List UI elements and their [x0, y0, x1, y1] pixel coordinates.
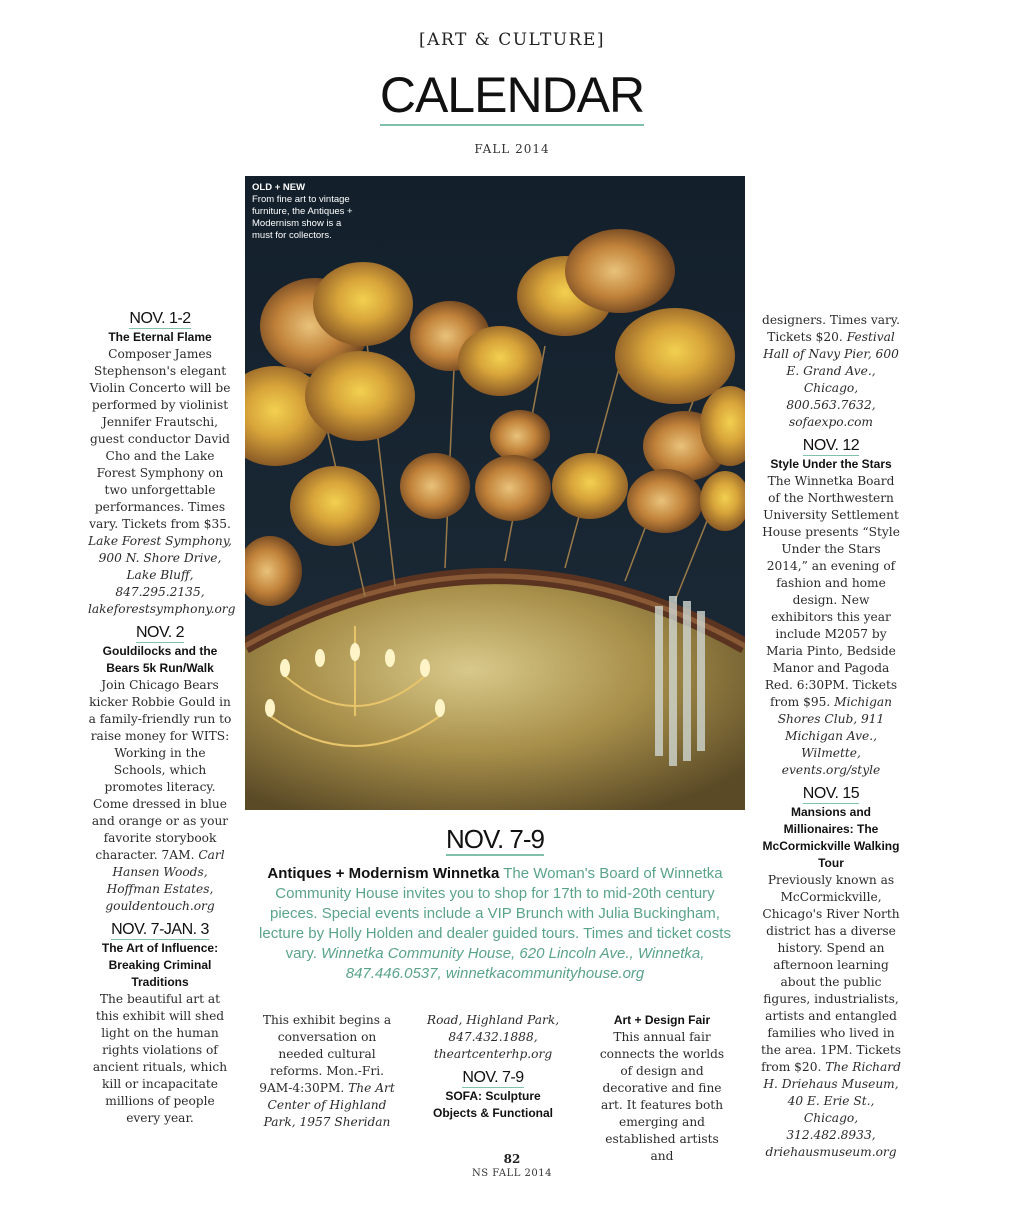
event-venue: The Richard H. Driehaus Museum, 40 E. Erie St., Chicago, 312.482.8933, driehausmuseum.org: [763, 1060, 901, 1159]
event-venue: Festival Hall of Navy Pier, 600 E. Grand Ave., Chicago, 800.563.7632, sofaexpo.com: [763, 330, 899, 429]
bottom-column-3: [424, 1012, 562, 1122]
bottom-column-4: [593, 1012, 731, 1165]
bottom-column-2: [258, 1012, 396, 1131]
feature-body: The Woman's Board of Winnetka Community House invites you to shop for 17th to mid-20th century pieces. Special events include a VIP Brunch with Julia Buckingham, lecture by Holly Holden and dealer guided tours. Times and ticket costs vary.: [259, 865, 731, 962]
left-column: [88, 304, 236, 1127]
feature-event-name: Antiques + Modernism Winnetka: [267, 865, 500, 882]
event-title: SOFA: Sculpture Objects & Functional: [432, 1089, 553, 1120]
event-venue: Carl Hansen Woods, Hoffman Estates, gouldentouch.org: [105, 848, 225, 913]
event-description: Composer James Stephenson's elegant Violin Concerto will be performed by violinist Jennifer Frautschi, guest conductor David Cho and the Lake Forest Symphony on two unforgettable performances. Times vary. Tickets from $35. Lake Forest Symphony, 900 N. Shore Drive, Lake Bluff, 847.295.2135, lakeforestsymphony.org: [88, 347, 236, 616]
event-venue: Road, Highland Park, 847.432.1888, theartcenterhp.org: [426, 1013, 560, 1061]
feature-venue: Winnetka Community House, 620 Lincoln Ave., Winnetka, 847.446.0537, winnetkacommunityhouse.org: [321, 945, 705, 982]
season-label: FALL 2014: [474, 142, 550, 156]
event-title: Mansions and Millionaires: The McCormickville Walking Tour: [762, 805, 900, 870]
feature-photo: [245, 176, 745, 810]
feature-date: NOV. 7-9: [446, 824, 544, 854]
caption-text: From fine art to vintage furniture, the Antiques + Modernism show is a must for collectors.: [252, 194, 353, 241]
event-description: Previously known as McCormickville, Chicago's River North district has a diverse history. Spend an afternoon learning about the public figures, industrialists, artists and entangled families who lived in the area. 1PM. Tickets from $20. The Richard H. Driehaus Museum, 40 E. Erie St., Chicago, 312.482.8933, driehausmuseum.org: [761, 873, 901, 1159]
event-date: NOV. 1-2: [129, 310, 191, 327]
event-date: NOV. 15: [802, 785, 860, 802]
section-kicker: [ART & CULTURE]: [419, 30, 605, 50]
feature-description: [258, 864, 732, 984]
event-venue: Michigan Shores Club, 911 Michigan Ave., Wilmette, events.org/style: [777, 695, 892, 777]
event-date: NOV. 2: [136, 624, 184, 641]
event-title: Art + Design Fair: [613, 1013, 711, 1027]
event-date: NOV. 7-JAN. 3: [111, 921, 209, 938]
event-date: NOV. 7-9: [462, 1069, 524, 1086]
event-title: Gouldilocks and the Bears 5k Run/Walk: [102, 644, 218, 675]
feature-date-wrapper: [245, 824, 745, 856]
event-title: Style Under the Stars: [770, 457, 892, 471]
event-description: The beautiful art at this exhibit will shed light on the human rights violations of ancient rituals, which kill or incapacitate millions of people every year.: [92, 992, 228, 1125]
page-number: 82: [503, 1152, 521, 1166]
event-title: The Eternal Flame: [108, 330, 212, 344]
photo-caption: [252, 182, 362, 242]
page-title-wrapper: [0, 66, 1024, 126]
event-description: This exhibit begins a conversation on needed cultural reforms. Mon.-Fri. 9AM-4:30PM. The Art Center of Highland Park, 1957 Sheridan: [259, 1013, 395, 1129]
event-description: Join Chicago Bears kicker Robbie Gould in a family-friendly run to raise money for WITS: Working in the Schools, which promotes literacy. Come dressed in blue and orange or as your favorite storybook character. 7AM. Carl Hansen Woods, Hoffman Estates, gouldentouch.org: [88, 678, 232, 913]
right-column: [760, 312, 902, 1161]
page-title: CALENDAR: [380, 66, 644, 126]
event-venue: Lake Forest Symphony, 900 N. Shore Drive, Lake Bluff, 847.295.2135, lakeforestsymphony.org: [88, 534, 236, 616]
caption-tag: OLD + NEW: [252, 182, 306, 193]
event-date: NOV. 12: [802, 437, 860, 454]
event-description: designers. Times vary. Tickets $20. Festival Hall of Navy Pier, 600 E. Grand Ave., Chicago, 800.563.7632, sofaexpo.com: [762, 313, 900, 429]
event-title: The Art of Influence: Breaking Criminal Traditions: [101, 941, 219, 989]
chandelier-mirror-image: [245, 176, 745, 810]
event-description: The Winnetka Board of the Northwestern University Settlement House presents “Style Under the Stars 2014,” an evening of fashion and home design. New exhibitors this year include M2057 by Maria Pinto, Bedside Manor and Pagoda Red. 6:30PM. Tickets from $95. Michigan Shores Club, 911 Michigan Ave., Wilmette, events.org/style: [762, 474, 900, 777]
issue-label: NS FALL 2014: [472, 1168, 552, 1179]
event-venue: The Art Center of Highland Park, 1957 Sheridan: [263, 1081, 395, 1129]
event-description: This annual fair connects the worlds of design and decorative and fine art. It features both emerging and established artists and: [599, 1030, 725, 1163]
